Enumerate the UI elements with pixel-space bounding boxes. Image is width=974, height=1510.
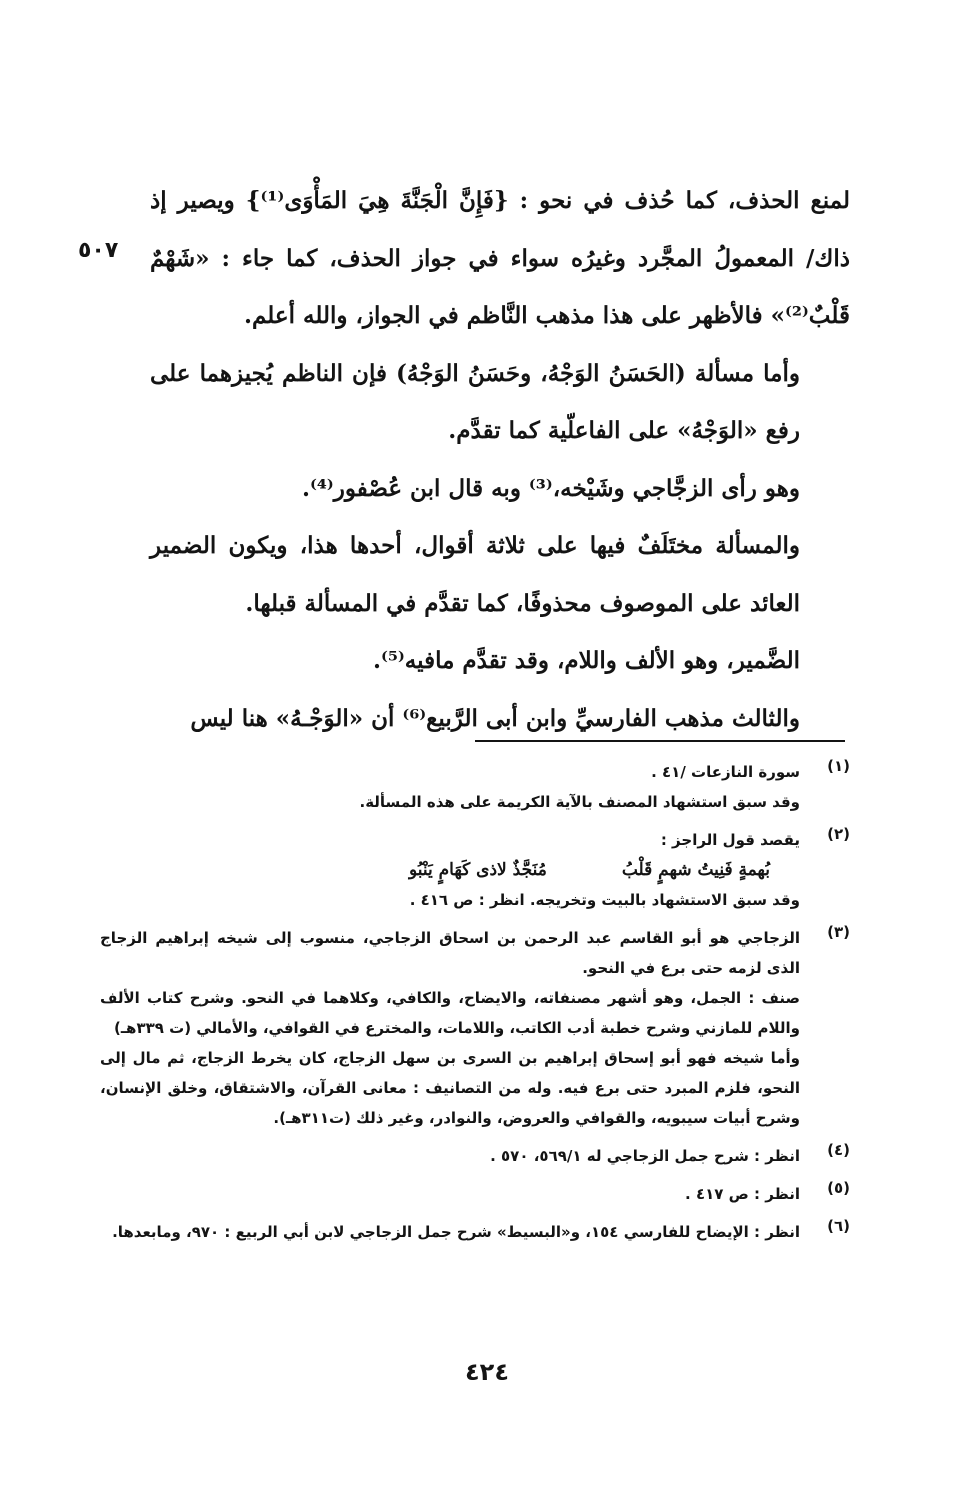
page-number: ٤٢٤ xyxy=(465,1358,509,1386)
footnote-2 xyxy=(100,825,850,915)
verse-hemistich-2: مُنَجَّذٌ لاذى كَهَامٍ يَنْبُو xyxy=(408,860,547,880)
footnote-6 xyxy=(100,1217,850,1247)
footnote-number: (٣) xyxy=(827,923,850,941)
verse-hemistich-1: بُهمةٍ فَنِيتُ شهمٍ قَلْبُ xyxy=(621,860,770,880)
footnote-line: يقصد قول الراجز : xyxy=(660,831,800,849)
paragraph-3: وهو رأى الزجَّاجي وشَيْخه،⁽³⁾ وبه قال ابن عُصْفور⁽⁴⁾. xyxy=(301,474,800,502)
paragraph-1: لمنع الحذف، كما حُذف في نحو : {فَإِنَّ الْجَنَّةَ هِيَ المَأْوَى⁽¹⁾} ويصير إذ ذاك/ المعمولُ المجَّرد وغيرُه سواء في جواز الحذف، كما جاء : «شَهْمٌ قَلْبٌ⁽²⁾» فالأظهر على هذا مذهب النَّاظم في الجواز، والله أعلم. xyxy=(150,187,850,329)
footnote-line: انظر : الإيضاح للفارسي ١٥٤، و«البسيط» شرح جمل الزجاجي لابن أبي الربيع : ٩٧٠، ومابعدها. xyxy=(112,1223,800,1241)
footnote-5 xyxy=(100,1179,850,1209)
margin-page-reference: ٥٠٧ xyxy=(78,238,119,263)
footnote-divider xyxy=(475,740,845,742)
paragraph-5: الضَّمير، وهو الألف واللام، وقد تقدَّم مافيه⁽⁵⁾. xyxy=(373,647,800,674)
footnote-line: وقد سبق استشهاد المصنف بالآية الكريمة على هذه المسألة. xyxy=(359,793,800,811)
paragraph-2: وأما مسألة (الحَسَنُ الوَجْهُ، وحَسَنُ الوَجْهُ) فإن الناظم يُجيزهما على رفع «الوَجْهُ» على الفاعلّية كما تقدَّم. xyxy=(150,359,800,444)
footnotes xyxy=(100,757,850,1255)
footnote-line: سورة النازعات /٤١ . xyxy=(651,763,800,781)
footnote-4 xyxy=(100,1141,850,1171)
footnote-number: (١) xyxy=(827,757,850,775)
footnote-number: (٦) xyxy=(827,1217,850,1235)
paragraph-6: والثالث مذهب الفارسيِّ وابن أبى الرَّبيع⁽⁶⁾ أن «الوَجْـهُ» هنا ليس xyxy=(190,704,800,732)
footnote-line: الزجاجي هو أبو القاسم عبد الرحمن بن اسحاق الزجاجي، منسوب إلى شيخه إبراهيم الزجاج الذى لزمه حتى برع في النحو. xyxy=(100,929,800,977)
footnote-1 xyxy=(100,757,850,817)
footnote-line: انظر : شرح جمل الزجاجي له ٥٦٩/١، ٥٧٠ . xyxy=(490,1147,800,1165)
paragraph-4: والمسألة مختَلَفٌ فيها على ثلاثة أقوال، أحدها هذا، ويكون الضمير العائد على الموصوف محذوفًا، كما تقدَّم في المسألة قبلها. xyxy=(150,532,800,617)
footnote-line: صنف : الجمل، وهو أشهر مصنفاته، والايضاح، والكافي، وكلاهما في النحو. وشرح كتاب الألف واللام للمازني وشرح خطبة أدب الكاتب، واللامات، والمخترع في القوافي، والأمالي (ت ٣٣٩هـ) xyxy=(100,989,800,1037)
footnote-line: وأما شيخه فهو أبو إسحاق إبراهيم بن السرى بن سهل الزجاج، كان يخرط الزجاج، ثم مال إلى النحو، فلزم المبرد حتى برع فيه. وله من التصانيف : معانى القرآن، والاشتقاق، وخلق الإنسان، وشرح أبيات سيبويه، والقوافي والعروض، والنوادر، وغير ذلك (ت٣١١هـ). xyxy=(100,1049,800,1127)
poetry-verse xyxy=(100,855,800,885)
footnote-number: (٢) xyxy=(827,825,850,843)
footnote-number: (٥) xyxy=(827,1179,850,1197)
footnote-number: (٤) xyxy=(827,1141,850,1159)
footnote-line: انظر : ص ٤١٧ . xyxy=(685,1185,800,1203)
footnote-line: وقد سبق الاستشهاد بالبيت وتخريجه. انظر : ص ٤١٦ . xyxy=(409,891,800,909)
footnote-3 xyxy=(100,923,850,1133)
main-text xyxy=(150,172,850,747)
